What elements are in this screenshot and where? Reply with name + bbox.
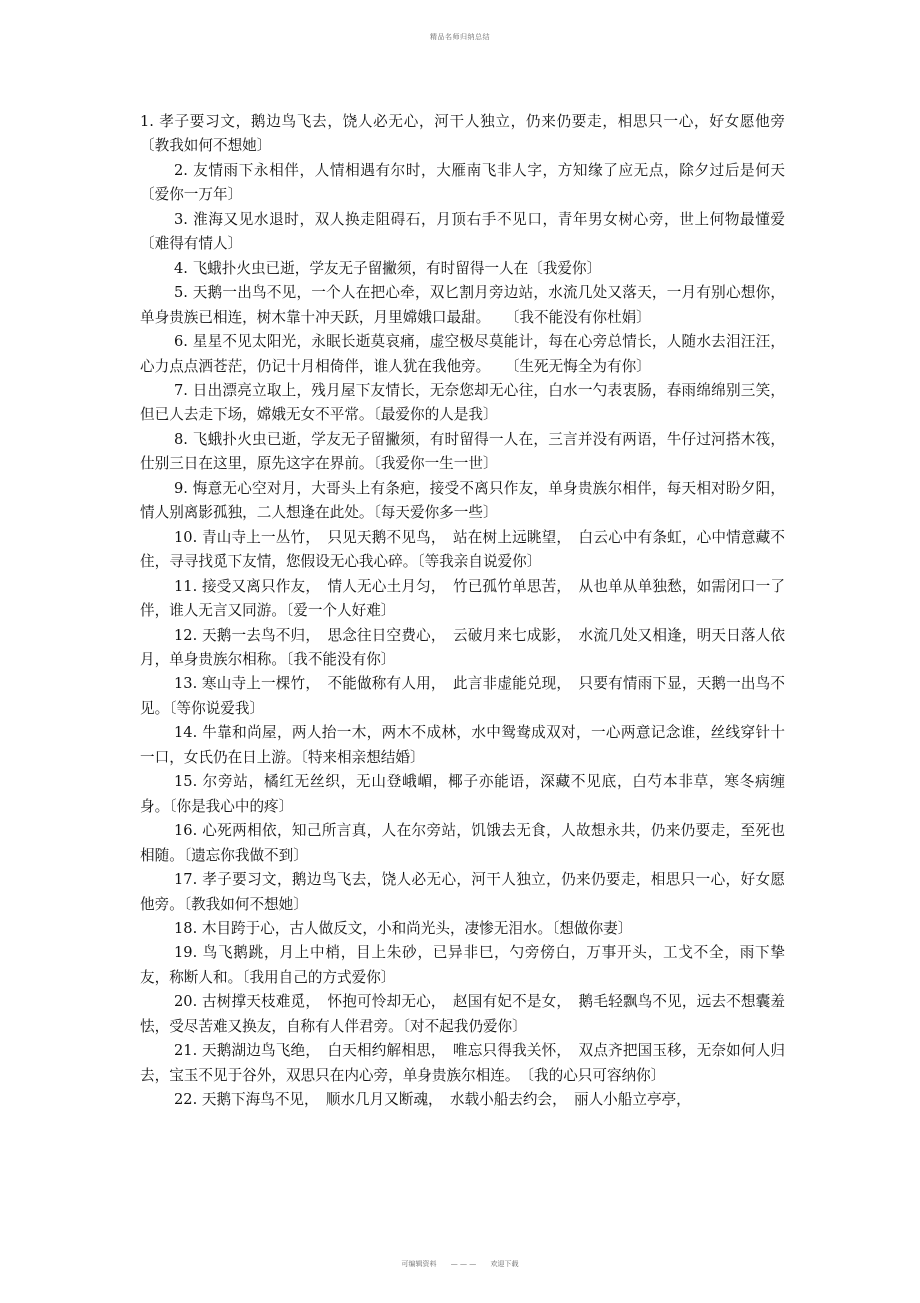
riddle-item-14: 14. 牛靠和尚屋，两人抬一木，两木不成林，水中鸳鸯成双对，一心两意记念谁，丝线穿针十一口，女氏仍在日上游。〔特来相亲想结婚〕	[140, 724, 785, 766]
riddle-item-6: 6. 星星不见太阳光，永眠长逝莫哀痛，虚空极尽莫能计，每在心旁总情长，人随水去泪汪汪，心力点点洒苍茫，仍记十月相倚伴，谁人犹在我他旁。 〔生死无悔全为有你〕	[140, 333, 785, 375]
riddle-item-16: 16. 心死两相依，知己所言真，人在尔旁站，饥饿去无食，人故想永共，仍来仍要走，至死也相随。〔遗忘你我做不到〕	[140, 822, 785, 864]
page-footer	[0, 1259, 920, 1269]
riddle-item-19: 19. 鸟飞鹅跳，月上中梢，目上朱砂，已异非巳，勺旁傍白，万事开头，工戈不全，雨下挚友，称断人和。〔我用自己的方式爱你〕	[140, 944, 785, 986]
riddle-item-18: 18. 木目跨于心，古人做反文，小和尚光头，凄惨无泪水。〔想做你妻〕	[174, 919, 633, 937]
riddle-item-15: 15. 尔旁站，橘红无丝织，无山登峨嵋，椰子亦能语，深藏不见底，白芍本非草，寒冬病缠身。〔你是我心中的疼〕	[140, 773, 785, 815]
footer-right-text: 欢迎下载	[490, 1260, 519, 1268]
riddle-item-10: 10. 青山寺上一丛竹， 只见天鹅不见鸟， 站在树上远眺望， 白云心中有条虹，心中情意藏不住，寻寻找觅下友情，您假设无心我心碎。〔等我亲自说爱你〕	[140, 528, 785, 571]
riddle-item-4: 4. 飞蛾扑火虫已逝，学友无子留撇须，有时留得一人在〔我爱你〕	[174, 259, 602, 277]
document-body	[140, 110, 785, 1113]
riddle-item-22: 22. 天鹅下海鸟不见， 顺水几月又断魂， 水载小船去约会， 丽人小船立亭亭，	[174, 1091, 691, 1109]
riddle-item-5: 5. 天鹅一出鸟不见，一个人在把心牵，双匕割月旁边站，水流几处又落天，一月有别心想你，单身贵族已相连，树木靠十冲天跃，月里嫦娥口最甜。 〔我不能没有你杜娟〕	[140, 284, 785, 326]
riddle-item-7: 7. 日出漂亮立取上，残月屋下友情长，无奈您却无心往，白水一勺表衷肠，春雨绵绵别三笑，但已人去走下场，嫦娥无女不平常。〔最爱你的人是我〕	[140, 381, 785, 424]
riddle-item-11: 11. 接受又离只作友， 情人无心土月匀， 竹已孤竹单思苦， 从也单从单独愁，如需闭口一了伴，谁人无言又同游。〔爱一个人好难〕	[140, 577, 785, 620]
riddle-item-20: 20. 古树撑天枝难觅， 怀抱可怜却无心， 赵国有妃不是女， 鹅毛轻飘鸟不见，远去不想囊羞怯，受尽苦难又换友，自称有人伴君旁。〔对不起我仍爱你〕	[140, 993, 785, 1035]
riddle-item-8: 8. 飞蛾扑火虫已逝，学友无子留撇须，有时留得一人在，三言并没有两语，牛仔过河搭木筏，仕别三日在这里，原先这字在界前。〔我爱你一生一世〕	[140, 430, 785, 473]
riddle-item-3: 3. 淮海又见水退时，双人换走阻碍石，月顶右手不见口，青年男女树心旁，世上何物最懂爱〔难得有情人〕	[140, 210, 785, 253]
page-header: 精品名师归纳总结	[430, 33, 490, 41]
riddle-item-9: 9. 悔意无心空对月，大哥头上有条疤，接受不离只作友，单身贵族尔相伴，每天相对盼夕阳，情人别离影孤独，二人想逢在此处。〔每天爱你多一些〕	[140, 479, 785, 522]
riddle-item-21: 21. 天鹅湖边鸟飞绝， 白天相约解相思， 唯忘只得我关怀， 双点齐把国玉移，无奈如何人归去，宝玉不见于谷外，双思只在内心旁，单身贵族尔相连。 〔我的心只可容纳你〕	[140, 1042, 785, 1084]
riddle-item-12: 12. 天鹅一去鸟不归， 思念往日空费心， 云破月来七成影， 水流几处又相逢，明天日落人依月，单身贵族尔相称。〔我不能没有你〕	[140, 626, 785, 668]
riddle-item-17: 17. 孝子要习文，鹅边鸟飞去，饶人必无心，河干人独立，仍来仍要走，相思只一心，好女愿他旁。〔教我如何不想她〕	[140, 871, 785, 913]
footer-separator: — — —	[450, 1260, 477, 1268]
riddle-item-13: 13. 寒山寺上一棵竹， 不能做称有人用， 此言非虚能兑现， 只要有情雨下显，天鹅一出鸟不见。〔等你说爱我〕	[140, 675, 785, 717]
riddle-item-2: 2. 友情雨下永相伴，人情相遇有尔时，大雁南飞非人字，方知缘了应无点，除夕过后是何天〔爱你一万年〕	[140, 161, 785, 204]
footer-left-text: 可编辑资料	[401, 1260, 437, 1268]
riddle-item-1: 1. 孝子要习文，鹅边鸟飞去，饶人必无心，河干人独立，仍来仍要走，相思只一心，好女愿他旁〔教我如何不想她〕	[140, 113, 785, 155]
